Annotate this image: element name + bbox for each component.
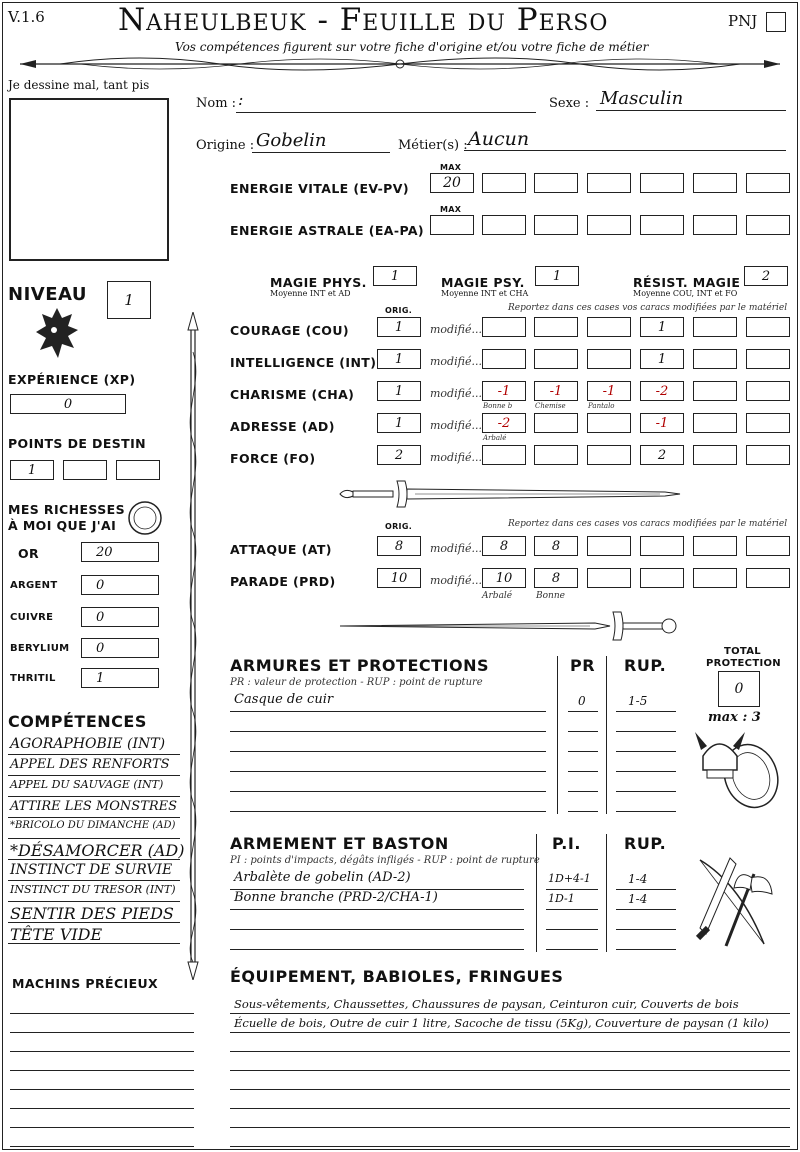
stat-modifie-label: modifié... [430, 451, 482, 464]
resist-magie-label: RÉSIST. MAGIE [633, 275, 741, 290]
equipment-line [230, 1051, 790, 1052]
combat-mod-box[interactable]: 8 [534, 536, 578, 556]
weapon-line [230, 909, 524, 910]
combat-mod-box[interactable] [640, 536, 684, 556]
magie-phys-label: MAGIE PHYS. [270, 275, 367, 290]
weapon-pi-header: P.I. [552, 834, 581, 853]
sexe-value[interactable]: Masculin [600, 88, 684, 109]
equipment-line [230, 1108, 790, 1109]
total-protection-label: TOTAL [724, 646, 761, 657]
richesses-label: MES RICHESSES [8, 502, 125, 517]
resist-magie-note: Moyenne COU, INT et FO [633, 289, 738, 298]
stat-mod-box[interactable] [534, 445, 578, 465]
ea-max-box[interactable] [430, 215, 474, 235]
stat-mod-box[interactable]: -2 [482, 413, 526, 433]
skill-line [8, 922, 180, 923]
armor-line [568, 711, 598, 712]
combat-mod-box[interactable] [693, 536, 737, 556]
magie-psy-box[interactable]: 1 [535, 266, 579, 286]
stat-mod-box[interactable] [534, 413, 578, 433]
combat-mod-box[interactable] [587, 536, 631, 556]
weapon-line [616, 889, 676, 890]
combat-note: Bonne [536, 591, 565, 601]
stat-mod-box[interactable] [693, 445, 737, 465]
stat-mod-box[interactable] [587, 445, 631, 465]
weapon-name[interactable]: Bonne branche (PRD-2/CHA-1) [234, 890, 438, 905]
stat-modifie-label: modifié... [430, 387, 482, 400]
stat-mod-box[interactable] [693, 317, 737, 337]
stat-modifie-label: modifié... [430, 355, 482, 368]
coin-icon [127, 500, 163, 536]
ea-label: ENERGIE ASTRALE (EA-PA) [230, 223, 425, 238]
stat-mod-box[interactable]: -1 [534, 381, 578, 401]
armor-line [230, 731, 546, 732]
skill-item: SENTIR DES PIEDS [10, 904, 174, 923]
combat-mod-box[interactable] [640, 568, 684, 588]
stat-mod-box[interactable]: -2 [640, 381, 684, 401]
armor-line [616, 711, 676, 712]
weapon-line [230, 949, 524, 950]
stat-orig-box[interactable]: 1 [377, 381, 421, 401]
weapon-name[interactable]: Arbalète de gobelin (AD-2) [234, 870, 411, 885]
precious-line [10, 1070, 194, 1071]
ev-box[interactable] [482, 173, 526, 193]
skill-item: ATTIRE LES MONSTRES [10, 799, 178, 814]
armor-line [230, 791, 546, 792]
stat-mod-box[interactable] [587, 349, 631, 369]
competences-title: COMPÉTENCES [8, 712, 147, 731]
sexe-label: Sexe : [549, 96, 590, 111]
skill-item: *BRICOLO DU DIMANCHE (AD) [10, 820, 176, 831]
armures-note: PR : valeur de protection - RUP : point de rupture [230, 677, 483, 688]
combat-mod-box[interactable] [746, 536, 790, 556]
magie-phys-note: Moyenne INT et AD [270, 289, 351, 298]
stat-label: CHARISME (CHA) [230, 387, 355, 402]
wealth-label: CUIVRE [10, 612, 54, 623]
precious-line [10, 1108, 194, 1109]
stat-label: FORCE (FO) [230, 451, 316, 466]
combat-mod-box[interactable]: 8 [534, 568, 578, 588]
ea-box[interactable] [746, 215, 790, 235]
precious-line [10, 1013, 194, 1014]
ev-max-label: MAX [440, 163, 462, 172]
ev-label: ENERGIE VITALE (EV-PV) [230, 181, 409, 196]
origine-label: Origine : [196, 138, 255, 153]
skill-line [8, 796, 180, 797]
armement-note: PI : points d'impacts, dégâts infligés - RUP : point de rupture [230, 855, 540, 866]
niveau-label: NIVEAU [8, 284, 87, 305]
skill-item: APPEL DES RENFORTS [10, 757, 170, 772]
ev-box[interactable] [640, 173, 684, 193]
magie-psy-label: MAGIE PSY. [441, 275, 525, 290]
skill-item: INSTINCT DE SURVIE [10, 862, 173, 878]
total-protection-box[interactable]: 0 [718, 671, 760, 707]
stat-mod-box[interactable]: 2 [640, 445, 684, 465]
combat-orig-label: ORIG. [385, 522, 413, 531]
combat-modifie-label: modifié... [430, 574, 482, 587]
skill-line [8, 838, 180, 839]
niveau-box[interactable]: 1 [107, 281, 151, 319]
combat-mod-box[interactable] [746, 568, 790, 588]
stat-orig-box[interactable]: 1 [377, 413, 421, 433]
equipment-line [230, 1070, 790, 1071]
combat-mod-box[interactable] [693, 568, 737, 588]
ea-box[interactable] [693, 215, 737, 235]
ea-box[interactable] [534, 215, 578, 235]
nom-value[interactable]: : [238, 90, 244, 109]
stat-label: ADRESSE (AD) [230, 419, 335, 434]
skill-item: INSTINCT DU TRESOR (INT) [10, 883, 176, 896]
armor-line [230, 751, 546, 752]
stat-mod-note: Chemise [535, 402, 566, 410]
stat-mod-box[interactable]: -1 [587, 381, 631, 401]
precious-line [10, 1032, 194, 1033]
destin-label: POINTS DE DESTIN [8, 436, 147, 451]
armor-line [568, 731, 598, 732]
weapon-line [616, 909, 676, 910]
weapon-pi[interactable]: 1D+4-1 [548, 872, 591, 885]
armor-pr-header: PR [570, 656, 596, 675]
combat-mod-box[interactable] [587, 568, 631, 588]
wealth-label: THRITIL [10, 673, 56, 684]
skill-line [8, 880, 180, 881]
armor-rup[interactable]: 1-5 [628, 694, 648, 708]
stat-mod-box[interactable] [482, 317, 526, 337]
stat-mod-box[interactable]: 1 [640, 349, 684, 369]
magie-psy-note: Moyenne INT et CHA [441, 289, 529, 298]
armor-line [616, 791, 676, 792]
armor-rup-header: RUP. [624, 656, 667, 675]
equipment-line-text[interactable]: Écuelle de bois, Outre de cuir 1 litre, Sacoche de tissu (5Kg), Couverture de paysan (1 kilo) [234, 1016, 769, 1030]
stat-mod-box[interactable] [693, 413, 737, 433]
wealth-box[interactable]: 0 [81, 638, 159, 658]
wealth-box[interactable]: 0 [81, 607, 159, 627]
stat-mod-box[interactable] [482, 445, 526, 465]
stat-mod-note: Bonne b [483, 402, 513, 410]
ev-box[interactable] [693, 173, 737, 193]
wealth-box[interactable]: 0 [81, 575, 159, 595]
nom-label: Nom : [196, 96, 237, 111]
equipement-title: ÉQUIPEMENT, BABIOLES, FRINGUES [230, 967, 564, 986]
armor-line [568, 771, 598, 772]
equipment-line [230, 1013, 790, 1014]
stat-orig-box[interactable]: 2 [377, 445, 421, 465]
combat-orig-box[interactable]: 10 [377, 568, 421, 588]
skill-line [8, 943, 180, 944]
stat-mod-box[interactable] [746, 381, 790, 401]
equipment-line [230, 1089, 790, 1090]
ev-box[interactable] [746, 173, 790, 193]
helmet-shield-icon [693, 726, 783, 814]
destin-box[interactable]: 1 [10, 460, 54, 480]
stat-mod-box[interactable] [534, 317, 578, 337]
dragon-icon [32, 304, 82, 362]
armor-pr[interactable]: 0 [578, 694, 586, 708]
stat-mod-box[interactable] [534, 349, 578, 369]
weapon-line [546, 949, 598, 950]
stat-mod-box[interactable] [746, 445, 790, 465]
combat-label: PARADE (PRD) [230, 574, 336, 589]
skill-line [8, 901, 180, 902]
armor-line [230, 811, 546, 812]
stat-mod-box[interactable]: -1 [640, 413, 684, 433]
weapon-rup-header: RUP. [624, 834, 667, 853]
stat-mod-note: Arbalé [483, 434, 507, 442]
skill-line [8, 859, 180, 860]
wealth-box[interactable]: 1 [81, 668, 159, 688]
skill-item: APPEL DU SAUVAGE (INT) [10, 778, 164, 791]
combat-mod-box[interactable]: 10 [482, 568, 526, 588]
precious-line [10, 1146, 194, 1147]
armor-line [230, 711, 546, 712]
ev-box[interactable] [534, 173, 578, 193]
stat-mod-box[interactable] [746, 317, 790, 337]
skill-line [8, 775, 180, 776]
sheet-title: Naheulbeuk - Feuille du Perso [118, 2, 609, 38]
weapon-line [230, 929, 524, 930]
skill-item: *DÉSAMORCER (AD) [10, 841, 185, 860]
stat-mod-box[interactable] [746, 349, 790, 369]
metier-label: Métier(s) : [398, 138, 468, 153]
stats-orig-label: ORIG. [385, 306, 413, 315]
equipment-line-text[interactable]: Sous-vêtements, Chaussettes, Chaussures de paysan, Ceinturon cuir, Couverts de bois [234, 997, 739, 1011]
skill-item: AGORAPHOBIE (INT) [10, 736, 166, 752]
pnj-label: PNJ [728, 12, 758, 30]
precious-line [10, 1051, 194, 1052]
weapon-line [546, 889, 598, 890]
weapon-rup[interactable]: 1-4 [628, 872, 648, 886]
wealth-label: OR [18, 546, 40, 561]
armor-line [616, 751, 676, 752]
stat-modifie-label: modifié... [430, 323, 482, 336]
wealth-label: BERYLIUM [10, 643, 70, 654]
armures-title: ARMURES ET PROTECTIONS [230, 656, 489, 675]
magie-phys-box[interactable]: 1 [373, 266, 417, 286]
armor-name[interactable]: Casque de cuir [234, 692, 334, 707]
armor-line [616, 731, 676, 732]
combat-mod-box[interactable]: 8 [482, 536, 526, 556]
origine-value[interactable]: Gobelin [256, 130, 327, 151]
ev-box[interactable] [587, 173, 631, 193]
ea-box[interactable] [587, 215, 631, 235]
equipment-line [230, 1032, 790, 1033]
precious-line [10, 1127, 194, 1128]
stat-mod-box[interactable]: 1 [640, 317, 684, 337]
weapon-line [616, 949, 676, 950]
armor-line [230, 771, 546, 772]
skill-item: TÊTE VIDE [10, 925, 103, 944]
equipment-line [230, 1146, 790, 1147]
ev-max-box[interactable]: 20 [430, 173, 474, 193]
stat-mod-box[interactable]: -1 [482, 381, 526, 401]
stat-mod-note: Pantalo [588, 402, 615, 410]
skill-line [8, 754, 180, 755]
version-label: V.1.6 [8, 8, 45, 26]
metier-value[interactable]: Aucun [468, 128, 530, 150]
wealth-label: ARGENT [10, 580, 58, 591]
sheet-subtitle: Vos compétences figurent sur votre fiche d'origine et/ou votre fiche de métier [175, 40, 649, 54]
xp-label: EXPÉRIENCE (XP) [8, 372, 136, 387]
weapons-icon [690, 854, 782, 950]
armor-line [616, 811, 676, 812]
armor-line [568, 751, 598, 752]
portrait-box[interactable] [9, 98, 169, 261]
stat-mod-box[interactable] [693, 349, 737, 369]
ea-box[interactable] [482, 215, 526, 235]
armement-title: ARMEMENT ET BASTON [230, 834, 449, 853]
resist-magie-box[interactable]: 2 [744, 266, 788, 286]
stat-mod-box[interactable] [693, 381, 737, 401]
equipment-line [230, 1127, 790, 1128]
precious-line [10, 1089, 194, 1090]
weapon-line [546, 929, 598, 930]
pnj-checkbox[interactable] [766, 12, 786, 32]
stat-label: COURAGE (COU) [230, 323, 349, 338]
ea-max-label: MAX [440, 205, 462, 214]
weapon-line [546, 909, 598, 910]
stat-mod-box[interactable] [482, 349, 526, 369]
combat-orig-box[interactable]: 8 [377, 536, 421, 556]
weapon-rup[interactable]: 1-4 [628, 892, 648, 906]
armor-line [568, 811, 598, 812]
total-protection-label: PROTECTION [706, 658, 781, 669]
stat-orig-box[interactable]: 1 [377, 317, 421, 337]
stats-report-note: Reportez dans ces cases vos caracs modifiées par le matériel [508, 303, 788, 313]
machins-title: MACHINS PRÉCIEUX [12, 976, 159, 991]
stat-orig-box[interactable]: 1 [377, 349, 421, 369]
richesses-label: À MOI QUE J'AI [8, 518, 117, 533]
sword-icon [335, 608, 685, 644]
wealth-box[interactable]: 20 [81, 542, 159, 562]
stat-modifie-label: modifié... [430, 419, 482, 432]
destin-box[interactable] [63, 460, 107, 480]
skill-line [8, 817, 180, 818]
stat-mod-box[interactable] [746, 413, 790, 433]
combat-label: ATTAQUE (AT) [230, 542, 332, 557]
armor-line [568, 791, 598, 792]
stat-mod-box[interactable] [587, 413, 631, 433]
armor-line [616, 771, 676, 772]
total-protection-max: max : 3 [708, 710, 761, 725]
staff-icon [178, 312, 208, 980]
xp-box[interactable]: 0 [10, 394, 126, 414]
portrait-caption: Je dessine mal, tant pis [8, 78, 150, 92]
ea-box[interactable] [640, 215, 684, 235]
combat-note: Arbalé [482, 591, 513, 601]
combat-modifie-label: modifié... [430, 542, 482, 555]
destin-box[interactable] [116, 460, 160, 480]
stat-mod-box[interactable] [587, 317, 631, 337]
combat-report-note: Reportez dans ces cases vos caracs modifiées par le matériel [508, 519, 788, 529]
weapon-pi[interactable]: 1D-1 [548, 892, 575, 905]
sword-icon [335, 478, 685, 510]
stat-label: INTELLIGENCE (INT) [230, 355, 377, 370]
weapon-line [616, 929, 676, 930]
